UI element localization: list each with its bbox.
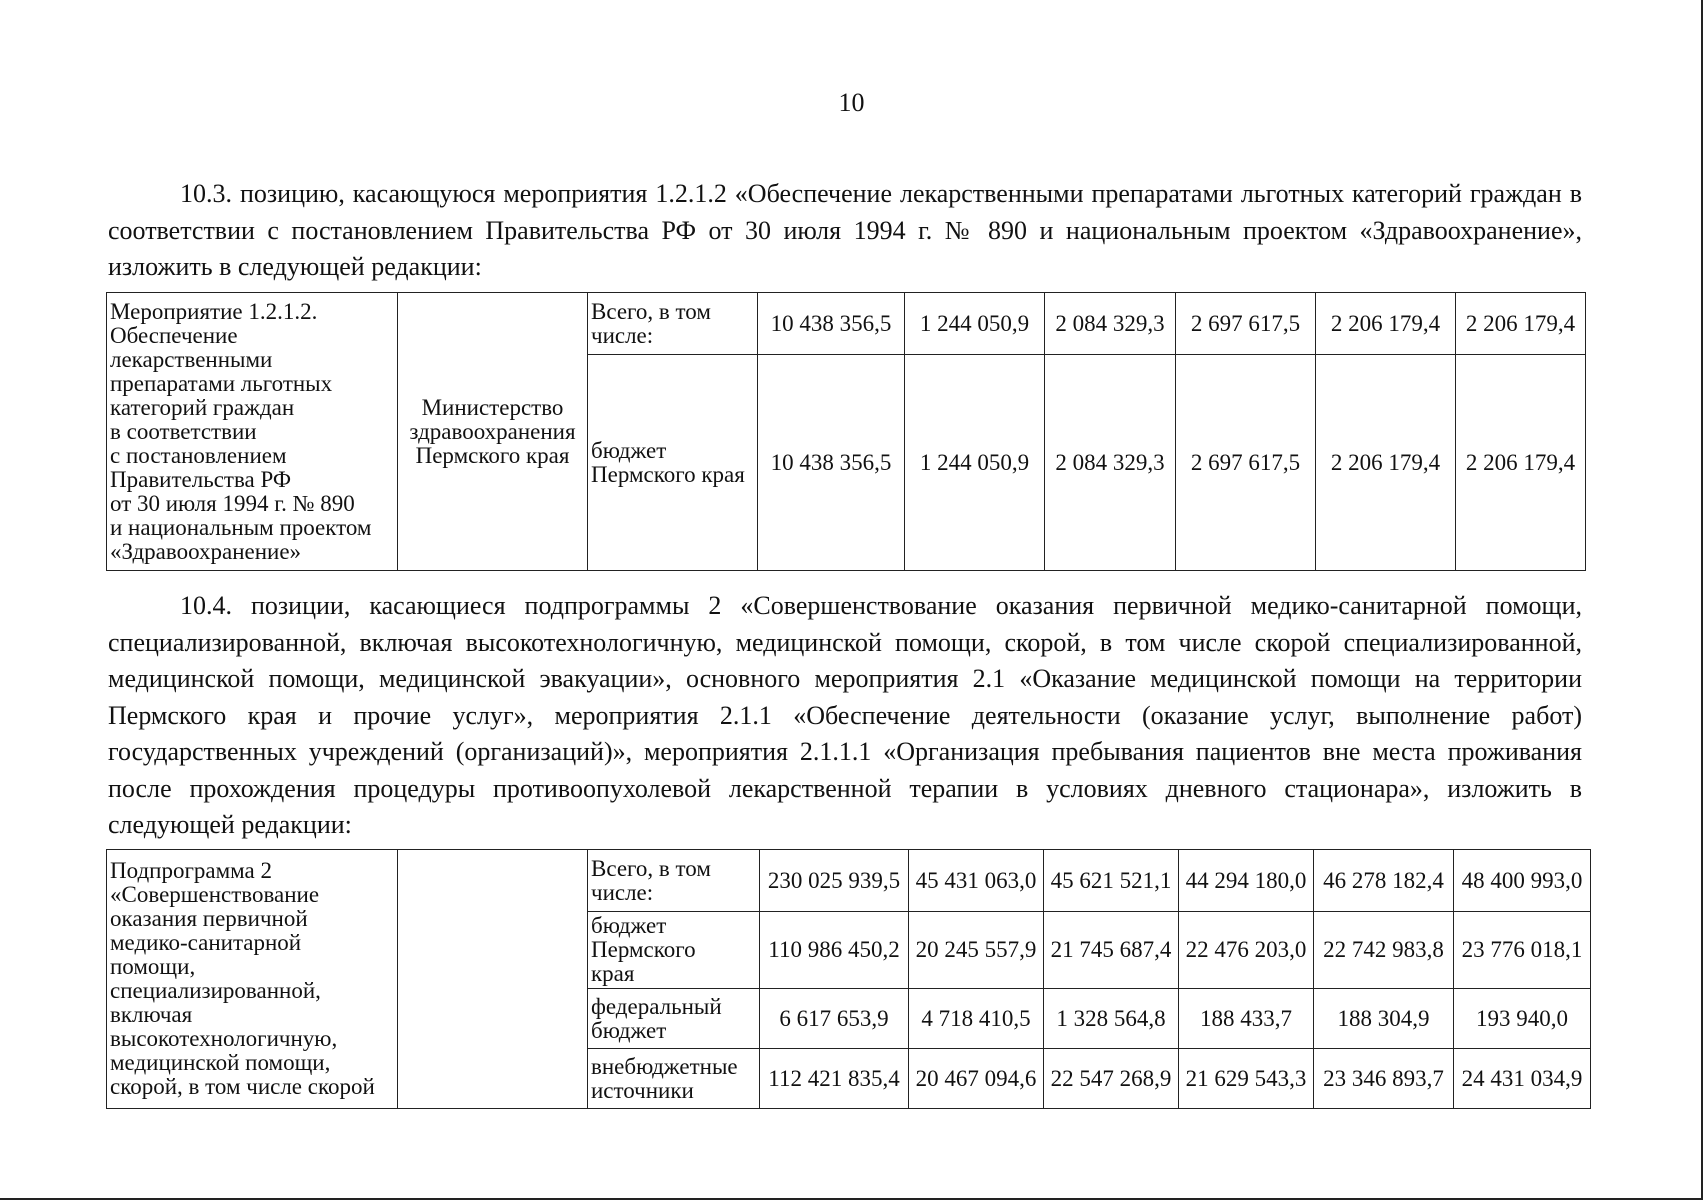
- text-line: «Здравоохранение»: [110, 538, 302, 564]
- value-cell: 2 206 179,4: [1316, 293, 1456, 355]
- value-cell: 21 629 543,3: [1179, 1049, 1314, 1109]
- source-label: [591, 300, 754, 348]
- text-line: Министерство: [421, 394, 564, 420]
- source-label: [591, 1055, 756, 1103]
- value-cell: 2 084 329,3: [1045, 293, 1176, 355]
- executor-cell: [398, 850, 588, 1109]
- value-cell: 10 438 356,5: [758, 355, 905, 571]
- text-line: Правительства РФ: [110, 466, 292, 492]
- source-label: [591, 914, 756, 986]
- value-cell: 193 940,0: [1454, 989, 1591, 1049]
- text-line: с постановлением: [110, 442, 287, 468]
- executor-cell: [398, 293, 588, 571]
- text-line: и национальным проектом: [110, 514, 372, 540]
- section-10-4-paragraph: [108, 588, 1582, 844]
- text-line: Пермского: [591, 937, 696, 962]
- value-cell: 22 547 268,9: [1044, 1049, 1179, 1109]
- value-cell: 6 617 653,9: [760, 989, 909, 1049]
- value-cell: 46 278 182,4: [1314, 850, 1454, 912]
- value-cell: 110 986 450,2: [760, 912, 909, 989]
- value-cell: 20 245 557,9: [909, 912, 1044, 989]
- text-line: Мероприятие 1.2.1.2.: [110, 298, 318, 324]
- section-10-3-text: 10.3. позицию, касающуюся мероприятия 1.2.1.2 «Обеспечение лекарственными препаратами льготных категорий граждан в соответствии с постановлением Правительства РФ от 30 июля 1994 г. № 890 и национальным проектом «Здравоохранение», изложить в следующей редакции:: [108, 179, 1582, 281]
- text-line: здравоохранения: [409, 418, 576, 444]
- value-cell: 24 431 034,9: [1454, 1049, 1591, 1109]
- text-line: бюджет: [591, 913, 667, 938]
- text-line: скорой, в том числе скорой: [110, 1074, 375, 1099]
- text-line: числе:: [591, 322, 654, 348]
- source-cell: [588, 1049, 760, 1109]
- page-number: 10: [838, 88, 865, 117]
- value-cell: 2 084 329,3: [1045, 355, 1176, 571]
- text-line: Пермского края: [415, 442, 570, 468]
- value-cell: 188 433,7: [1179, 989, 1314, 1049]
- source-label: [591, 439, 754, 487]
- text-line: высокотехнологичную,: [110, 1026, 338, 1051]
- text-line: оказания первичной: [110, 906, 308, 931]
- value-cell: 48 400 993,0: [1454, 850, 1591, 912]
- table-measure-1-2-1-2: [106, 292, 1586, 571]
- section-10-3-paragraph: [108, 176, 1582, 286]
- value-cell: 44 294 180,0: [1179, 850, 1314, 912]
- value-cell: 2 206 179,4: [1316, 355, 1456, 571]
- value-cell: 45 621 521,1: [1044, 850, 1179, 912]
- source-cell: [588, 912, 760, 989]
- value-cell: 22 742 983,8: [1314, 912, 1454, 989]
- text-line: препаратами льготных: [110, 370, 333, 396]
- text-line: Всего, в том: [591, 298, 711, 324]
- source-label: [591, 857, 756, 905]
- text-line: числе:: [591, 879, 654, 905]
- text-line: медицинской помощи,: [110, 1050, 331, 1075]
- text-line: «Совершенствование: [110, 882, 320, 907]
- text-line: специализированной,: [110, 978, 321, 1003]
- executor-name: [401, 396, 584, 468]
- subprogram-name: [110, 859, 394, 1099]
- text-line: медико-санитарной: [110, 930, 302, 955]
- text-line: от 30 июля 1994 г. № 890: [110, 490, 355, 516]
- value-cell: 23 776 018,1: [1454, 912, 1591, 989]
- value-cell: 10 438 356,5: [758, 293, 905, 355]
- text-line: Всего, в том: [591, 855, 711, 881]
- text-line: Обеспечение: [110, 322, 238, 348]
- text-line: Подпрограмма 2: [110, 858, 273, 883]
- text-line: источники: [591, 1077, 694, 1103]
- source-cell: [588, 293, 758, 355]
- text-line: края: [591, 961, 635, 986]
- table-row: [107, 293, 1586, 355]
- source-label: [591, 995, 756, 1043]
- subprogram-name-cell: [107, 850, 398, 1109]
- text-line: помощи,: [110, 954, 196, 979]
- text-line: в соответствии: [110, 418, 257, 444]
- value-cell: 23 346 893,7: [1314, 1049, 1454, 1109]
- text-line: внебюджетные: [591, 1053, 738, 1079]
- value-cell: 4 718 410,5: [909, 989, 1044, 1049]
- value-cell: 2 697 617,5: [1176, 355, 1316, 571]
- value-cell: 188 304,9: [1314, 989, 1454, 1049]
- section-10-4-text: 10.4. позиции, касающиеся подпрограммы 2 «Совершенствование оказания первичной медико-санитарной помощи, специализированной, включая высокотехнологичную, медицинской помощи, скорой, в том числе скорой специализированной, медицинской помощи, медицинской эвакуации», основного мероприятия 2.1 «Оказание медицинской помощи на территории Пермского края и прочие услуг», мероприятия 2.1.1 «Обеспечение деятельности (оказание услуг, выполнение работ) государственных учреждений (организаций)», мероприятия 2.1.1.1 «Организация пребывания пациентов вне места проживания после прохождения процедуры противоопухолевой лекарственной терапии в условиях дневного стационара», изложить в следующей редакции:: [108, 591, 1582, 839]
- value-cell: 2 206 179,4: [1456, 293, 1586, 355]
- value-cell: 230 025 939,5: [760, 850, 909, 912]
- text-line: федеральный: [591, 993, 722, 1019]
- text-line: категорий граждан: [110, 394, 295, 420]
- value-cell: 45 431 063,0: [909, 850, 1044, 912]
- text-line: Пермского края: [591, 461, 745, 487]
- value-cell: 20 467 094,6: [909, 1049, 1044, 1109]
- value-cell: 112 421 835,4: [760, 1049, 909, 1109]
- value-cell: 21 745 687,4: [1044, 912, 1179, 989]
- source-cell: [588, 850, 760, 912]
- text-line: бюджет: [591, 437, 667, 463]
- measure-name-cell: [107, 293, 398, 571]
- measure-name: [110, 300, 394, 564]
- value-cell: 1 244 050,9: [905, 293, 1045, 355]
- source-cell: [588, 989, 760, 1049]
- value-cell: 22 476 203,0: [1179, 912, 1314, 989]
- table-subprogram-2: [106, 849, 1591, 1109]
- value-cell: 2 697 617,5: [1176, 293, 1316, 355]
- value-cell: 1 244 050,9: [905, 355, 1045, 571]
- source-cell: [588, 355, 758, 571]
- text-line: бюджет: [591, 1017, 667, 1043]
- text-line: лекарственными: [110, 346, 273, 372]
- value-cell: 2 206 179,4: [1456, 355, 1586, 571]
- table-row: [107, 850, 1591, 912]
- text-line: включая: [110, 1002, 193, 1027]
- value-cell: 1 328 564,8: [1044, 989, 1179, 1049]
